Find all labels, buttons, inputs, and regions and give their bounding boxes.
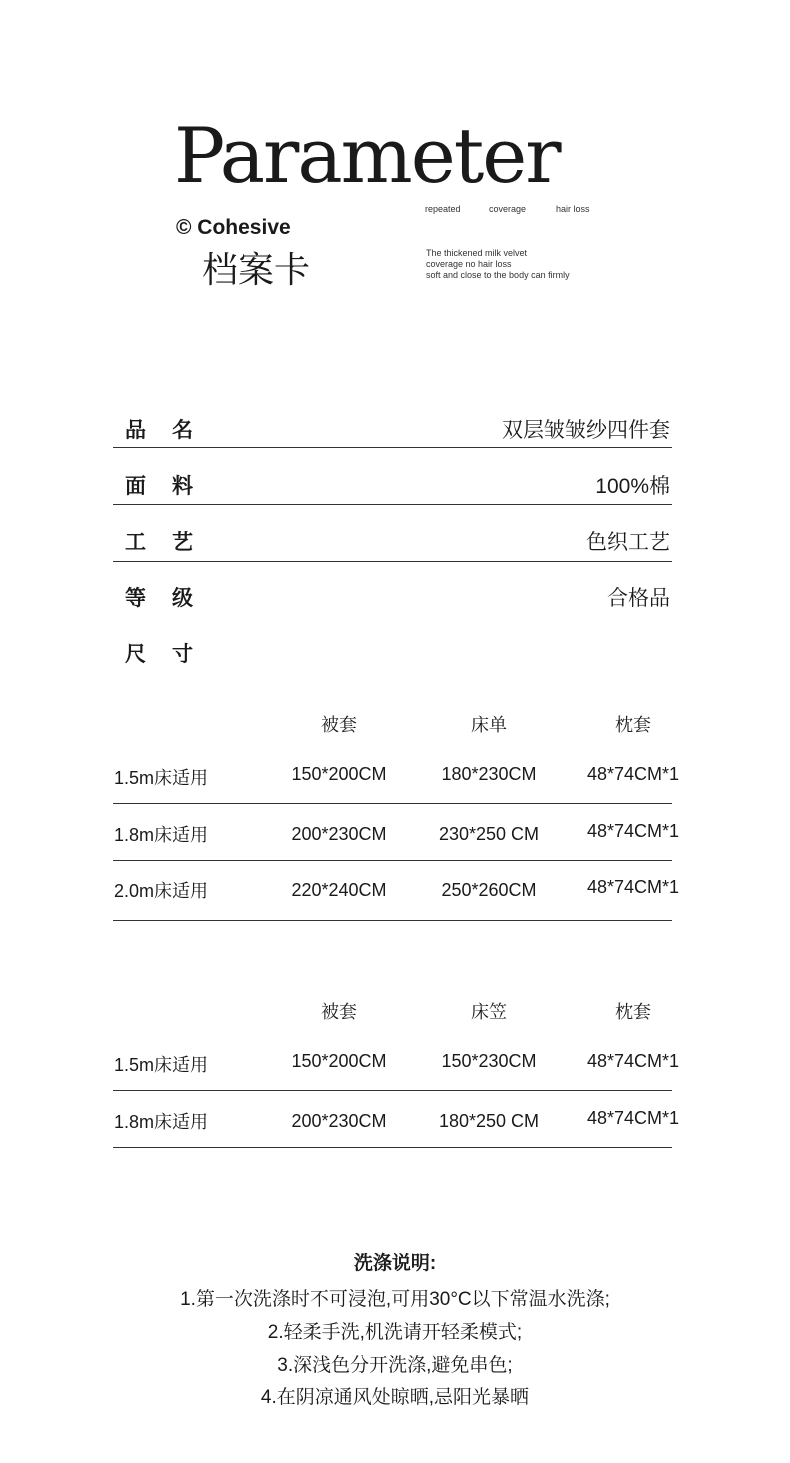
tag: hair loss <box>556 204 590 214</box>
table-cell: 150*230CM <box>441 1051 537 1071</box>
washing-title: 洗涤说明: <box>353 1253 437 1274</box>
table-cell: 48*74CM*1 <box>586 764 680 784</box>
column-header: 床单 <box>471 715 507 735</box>
divider <box>113 504 672 505</box>
param-label: 工艺 <box>125 531 219 554</box>
description <box>426 248 626 281</box>
desc-line: coverage no hair loss <box>426 259 512 269</box>
param-label: 品名 <box>125 419 219 442</box>
divider <box>113 920 672 921</box>
column-header: 被套 <box>321 715 357 735</box>
table-cell: 48*74CM*1 <box>586 821 680 841</box>
divider <box>113 803 672 804</box>
table-cell: 180*230CM <box>441 764 537 784</box>
tag: coverage <box>489 204 527 214</box>
desc-line: The thickened milk velvet <box>426 248 528 258</box>
row-label: 1.5m床适用 <box>114 768 209 788</box>
brand-name: © Cohesive <box>176 216 291 239</box>
param-value: 双层皱皱纱四件套 <box>502 419 670 442</box>
table-cell: 48*74CM*1 <box>586 1108 680 1128</box>
row-label: 2.0m床适用 <box>114 881 209 901</box>
column-header: 枕套 <box>615 1002 651 1022</box>
table-cell: 250*260CM <box>441 880 537 900</box>
param-value: 100%棉 <box>595 475 670 498</box>
row-label: 1.8m床适用 <box>114 1112 209 1132</box>
table-cell: 150*200CM <box>291 1051 387 1071</box>
row-label: 1.5m床适用 <box>114 1055 209 1075</box>
table-cell: 180*250 CM <box>438 1111 540 1131</box>
table-cell: 150*200CM <box>291 764 387 784</box>
param-label: 面料 <box>125 475 219 498</box>
washing-line: 1.第一次洗涤时不可浸泡,可用30°C以下常温水洗涤; <box>180 1289 610 1310</box>
page-title: Parameter <box>174 111 560 200</box>
table-cell: 200*230CM <box>291 1111 387 1131</box>
row-label: 1.8m床适用 <box>114 825 209 845</box>
washing-line: 2.轻柔手洗,机洗请开轻柔模式; <box>267 1322 523 1343</box>
table-cell: 48*74CM*1 <box>586 877 680 897</box>
column-header: 被套 <box>321 1002 357 1022</box>
param-label: 等级 <box>125 587 219 610</box>
table-cell: 220*240CM <box>291 880 387 900</box>
table-cell: 200*230CM <box>291 824 387 844</box>
divider <box>113 447 672 448</box>
divider <box>113 561 672 562</box>
tag: repeated <box>425 204 461 214</box>
divider <box>113 1147 672 1148</box>
table-cell: 48*74CM*1 <box>586 1051 680 1071</box>
washing-line: 3.深浅色分开洗涤,避免串色; <box>277 1355 513 1376</box>
divider <box>113 1090 672 1091</box>
param-value: 色织工艺 <box>586 531 670 554</box>
column-header: 床笠 <box>471 1002 507 1022</box>
divider <box>113 860 672 861</box>
param-value: 合格品 <box>607 587 670 610</box>
column-header: 枕套 <box>615 715 651 735</box>
param-label: 尺寸 <box>125 643 219 666</box>
table-cell: 230*250 CM <box>438 824 540 844</box>
washing-line: 4.在阴凉通风处晾晒,忌阳光暴晒 <box>260 1387 530 1408</box>
cn-title: 档案卡 <box>202 249 311 290</box>
desc-line: soft and close to the body can firmly <box>426 270 570 280</box>
